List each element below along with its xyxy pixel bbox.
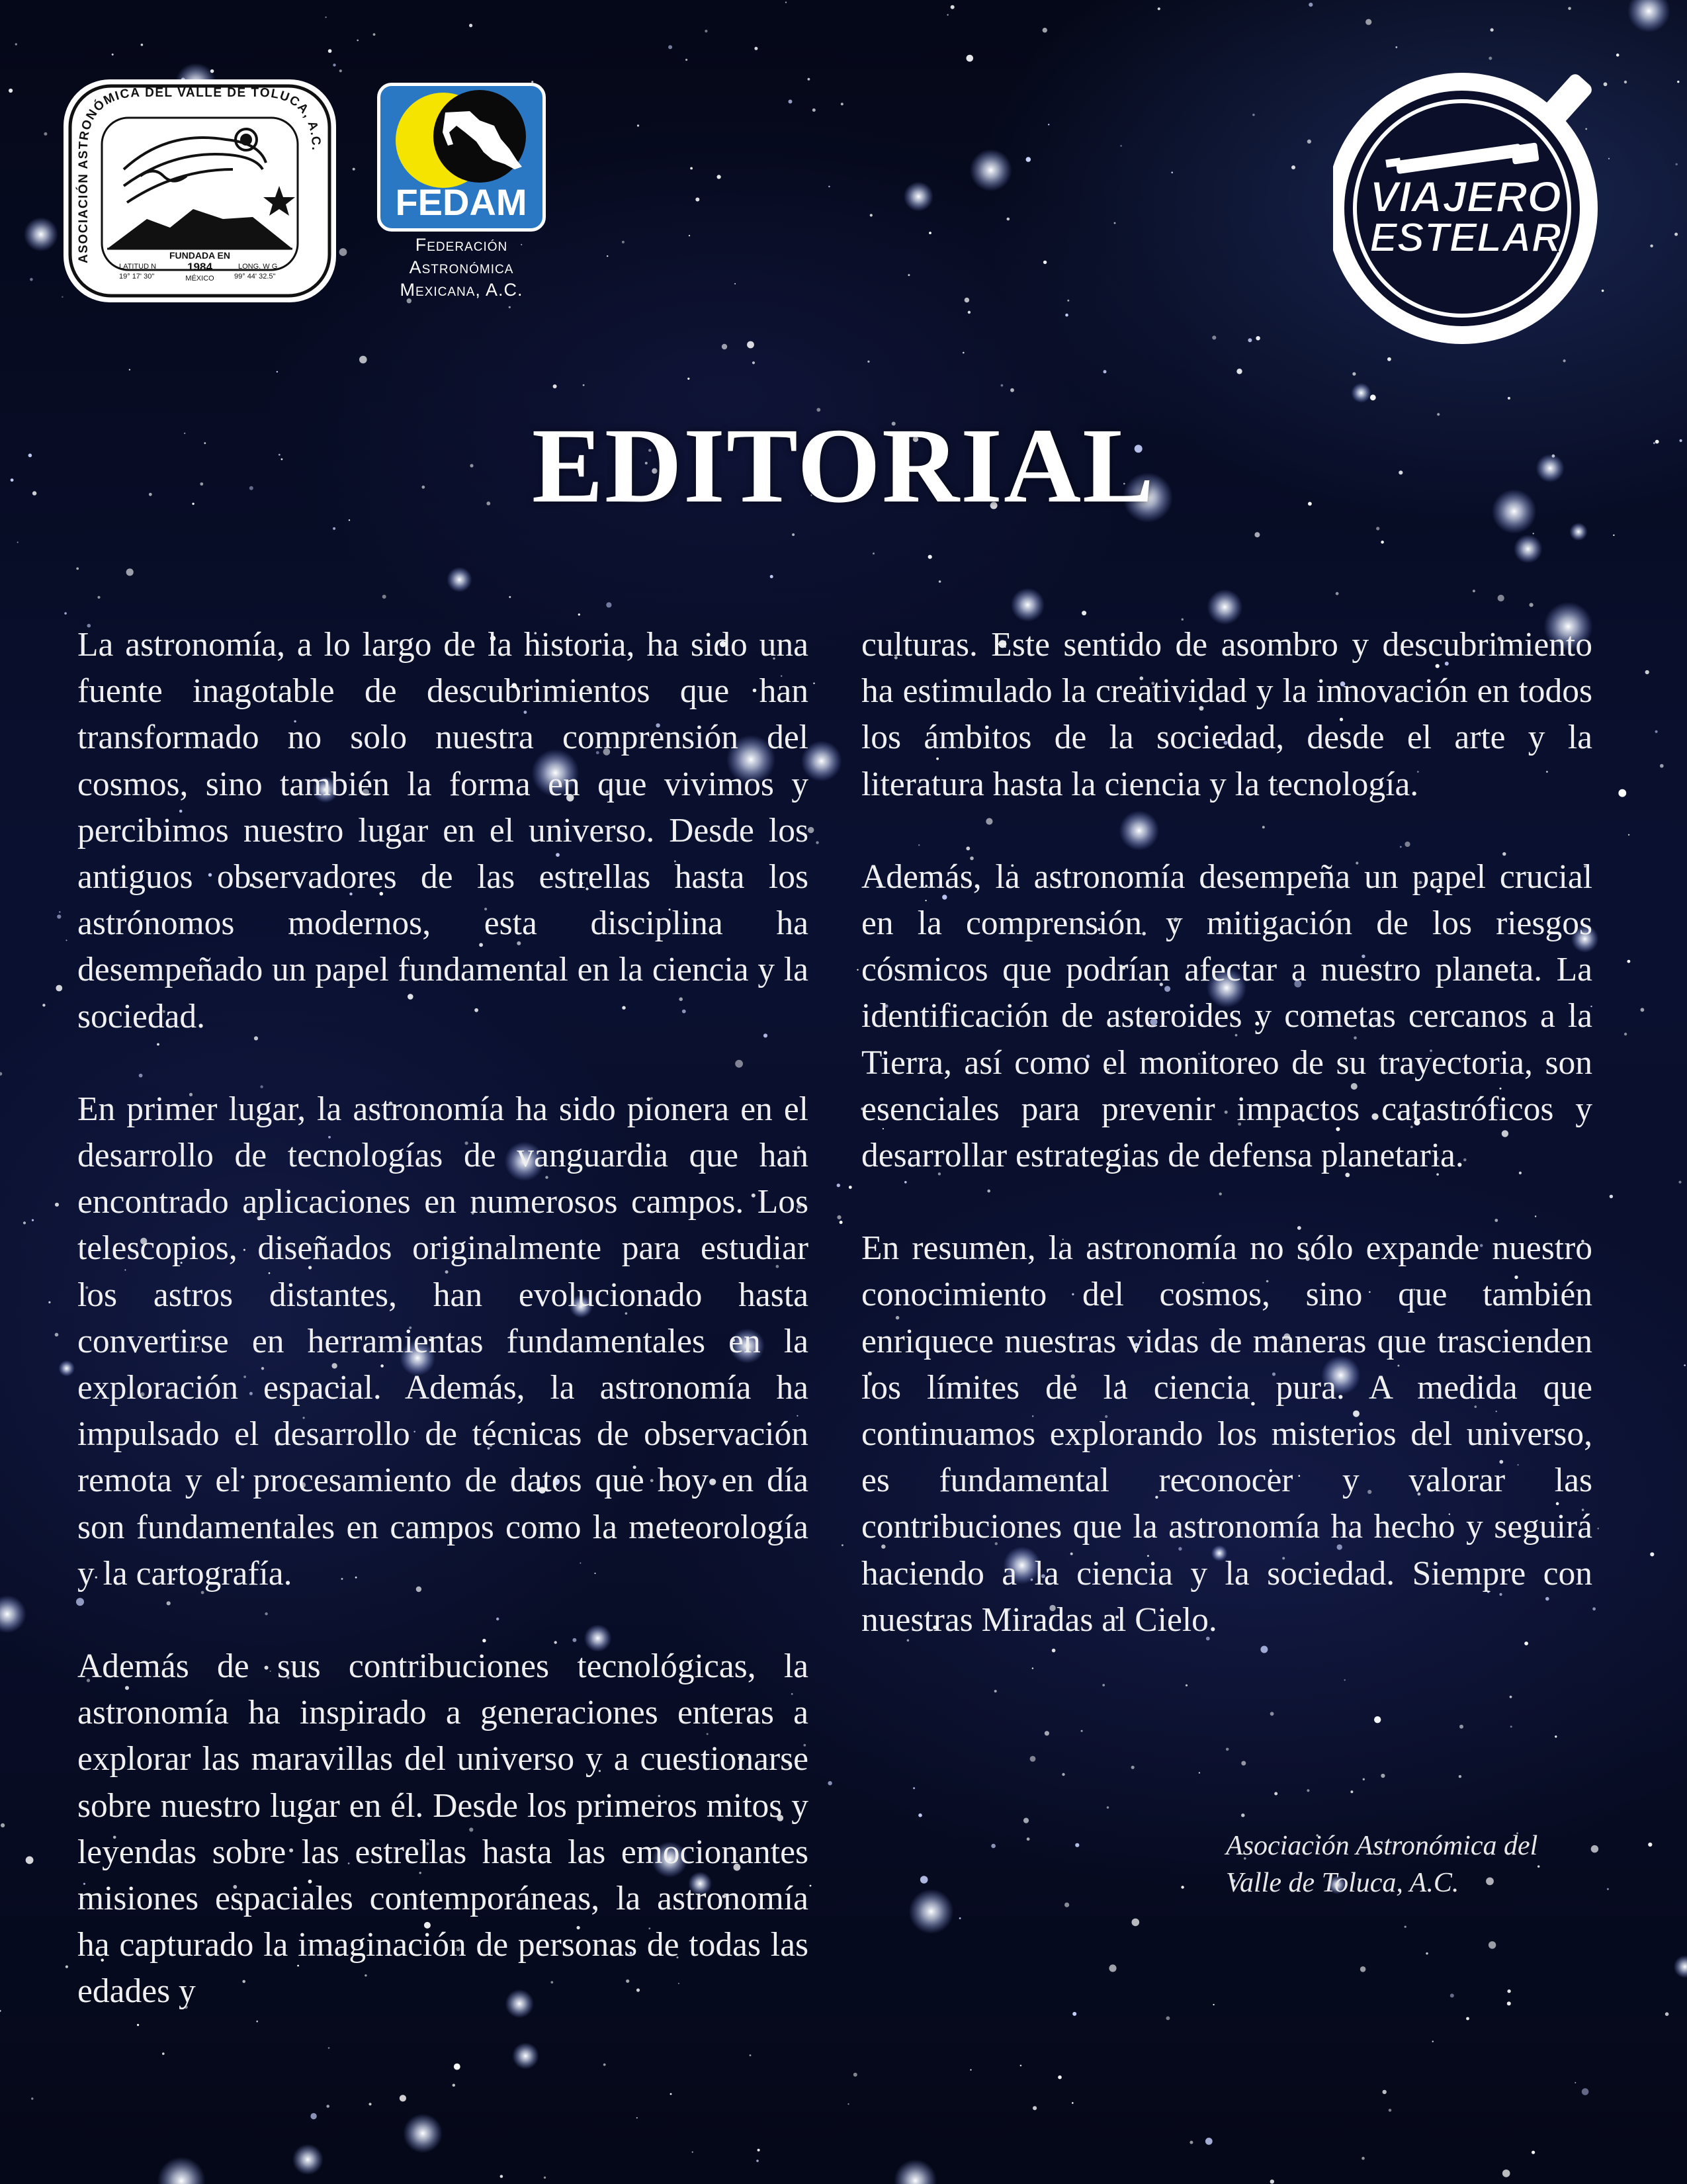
fedam-logo — [374, 83, 549, 304]
star — [1241, 1813, 1244, 1817]
star — [1067, 300, 1069, 302]
star — [1360, 1966, 1366, 1972]
star — [277, 371, 278, 372]
star — [1082, 611, 1086, 615]
fedam-caption-line3: Mexicana, A.C. — [400, 280, 523, 300]
star — [353, 168, 355, 171]
fedam-caption-line1: Federación — [415, 235, 508, 255]
bright-star — [512, 2042, 539, 2070]
star — [162, 2052, 165, 2055]
star — [1291, 165, 1295, 169]
bright-star — [58, 1360, 75, 1377]
star — [756, 2160, 759, 2162]
star — [1052, 1649, 1056, 1653]
star — [873, 552, 875, 554]
column-left — [77, 622, 808, 2015]
star — [1650, 1552, 1654, 1556]
star — [690, 167, 693, 170]
star — [1530, 603, 1534, 607]
star — [1274, 1792, 1277, 1796]
star — [603, 2064, 606, 2066]
star — [454, 2064, 460, 2070]
bright-star — [403, 2114, 443, 2154]
star — [1532, 2151, 1535, 2154]
bright-star — [970, 149, 1012, 191]
star — [867, 361, 869, 363]
star — [1533, 533, 1534, 534]
star — [1158, 7, 1160, 10]
star — [0, 2010, 1, 2012]
star — [1058, 2075, 1062, 2079]
star — [963, 352, 965, 354]
paragraph-5: En resumen, la astronomía no sólo expande nuestro conocimiento del cosmos, sino que también enriquece nuestras vidas de maneras que trascienden los límites de la ciencia pura. A medida que continuamos explorando los misterios del universo, es fundamental reconocer y valorar las contribuciones que la astronomía ha hecho y seguirá haciendo a la ciencia y la sociedad. Siempre con nuestras Miradas al Cielo. — [861, 1229, 1592, 1639]
star — [1350, 1790, 1353, 1793]
star — [918, 1813, 922, 1817]
bright-star — [0, 1595, 26, 1633]
star — [1043, 28, 1047, 32]
aavt-longitude-value: 99° 44' 32.5" — [234, 273, 276, 281]
star — [1072, 2012, 1076, 2016]
star — [1491, 28, 1494, 32]
star — [44, 132, 47, 136]
star — [453, 2084, 455, 2087]
star — [1607, 1888, 1609, 1890]
star — [1363, 1778, 1365, 1780]
aavt-founded-label: FUNDADA EN — [169, 250, 231, 261]
star — [1381, 1774, 1385, 1778]
star — [9, 89, 13, 93]
bright-star — [157, 2157, 206, 2184]
star — [578, 613, 580, 615]
paragraph-4: Además, la astronomía desempeña un papel crucial en la comprensión y mitigación de los riesgos cósmicos que podrían afectar a nuestro planeta. La identificación de asteroides y cometas cercanos a la Tierra, así como el monitoreo de su trayectoria, son esenciales para prevenir impactos catastróficos y desarrollar estrategias de defensa planetaria. — [861, 857, 1592, 1175]
star — [1023, 1818, 1029, 1823]
star — [1563, 359, 1566, 362]
star — [1027, 1837, 1030, 1841]
star — [55, 1203, 59, 1207]
star — [1374, 1716, 1381, 1723]
star — [1307, 140, 1311, 144]
star — [841, 103, 844, 105]
star — [607, 255, 608, 257]
star — [810, 1885, 812, 1887]
star — [64, 612, 67, 615]
star — [1072, 2102, 1074, 2104]
aavt-ring-text: ASOCIACIÓN ASTRONÓMICA DEL VALLE DE TOLUCA, A.C. — [76, 85, 324, 263]
star — [1065, 314, 1068, 317]
aavt-founded-year: 1984 — [187, 261, 212, 273]
bright-star — [1011, 588, 1045, 622]
star — [951, 5, 955, 9]
star — [509, 306, 511, 308]
star — [1048, 124, 1049, 125]
star — [606, 602, 611, 607]
star — [1166, 2017, 1170, 2021]
star — [1641, 1008, 1645, 1012]
star — [1627, 960, 1631, 963]
fedam-caption-line2: Astronómica — [409, 257, 514, 277]
bright-star — [1674, 1955, 1687, 1978]
star — [1655, 730, 1658, 733]
star — [722, 344, 727, 349]
paragraph-3: Además de sus contribuciones tecnológicas, la astronomía ha inspirado a generaciones enteras a explorar las maravillas del universo y a cuestionarse sobre nuestro lugar en él. Desde los primeros mitos y leyendas sobre las estrellas hasta las emocionantes misiones espaciales contemporáneas, la astronomía ha capturado la imaginación de personas de todas las edades y — [77, 1647, 808, 2011]
star — [1270, 1712, 1274, 1716]
star — [1650, 245, 1653, 247]
star — [1610, 1195, 1613, 1198]
star — [1252, 114, 1255, 116]
star — [734, 283, 736, 284]
star — [310, 2113, 316, 2119]
star — [1674, 233, 1678, 236]
star — [1336, 592, 1339, 595]
star — [689, 235, 690, 236]
aavt-country: MÉXICO — [185, 275, 214, 283]
star — [920, 1876, 928, 1884]
star — [1575, 2082, 1576, 2083]
star — [929, 232, 931, 234]
star — [808, 827, 814, 833]
star — [828, 186, 830, 188]
star — [792, 533, 795, 536]
star — [400, 2095, 406, 2101]
star — [1182, 619, 1184, 621]
star — [1186, 1684, 1188, 1686]
star — [1307, 1789, 1309, 1792]
star — [1624, 1033, 1627, 1035]
star — [328, 49, 332, 53]
fedam-badge — [377, 83, 546, 232]
star — [1010, 388, 1014, 392]
star — [1344, 1679, 1346, 1681]
star — [1676, 163, 1678, 165]
star — [668, 45, 672, 49]
star — [1033, 2106, 1037, 2110]
star — [1592, 1607, 1596, 1610]
star — [908, 274, 910, 276]
star — [870, 214, 873, 216]
bright-star — [904, 182, 933, 212]
star — [757, 2149, 760, 2152]
star — [1131, 1766, 1135, 1769]
star — [1381, 541, 1384, 544]
star — [1678, 1181, 1681, 1184]
star — [1459, 1775, 1461, 1778]
star — [1190, 2141, 1193, 2144]
paragraph-3-continued: culturas. Este sentido de asombro y descubrimiento ha estimulado la creatividad y la innovación en todos los ámbitos de la sociedad, desde el arte y la literatura hasta la ciencia y la tecnología. — [861, 626, 1592, 803]
star — [752, 361, 755, 364]
star — [339, 248, 347, 256]
star — [57, 914, 61, 918]
star — [1132, 1919, 1140, 1927]
star — [785, 1, 787, 3]
star — [967, 55, 974, 62]
star — [1064, 1903, 1069, 1907]
star — [112, 54, 114, 56]
star — [1555, 1735, 1557, 1737]
star — [30, 278, 33, 281]
fedam-caption — [374, 234, 549, 301]
star — [1081, 1730, 1083, 1732]
star — [23, 1221, 26, 1224]
star — [1248, 338, 1252, 342]
star — [1387, 357, 1391, 361]
star — [1665, 2012, 1669, 2016]
star — [1181, 1886, 1184, 1888]
star — [1062, 1773, 1064, 1776]
aavt-latitude-label: LATITUD N — [119, 263, 157, 271]
star — [1370, 394, 1376, 400]
star — [857, 969, 858, 971]
star — [1473, 590, 1475, 592]
star — [947, 14, 948, 15]
star — [509, 596, 511, 598]
star — [1389, 2109, 1392, 2112]
star — [1020, 2065, 1022, 2067]
star — [325, 17, 326, 18]
star — [1405, 1926, 1406, 1928]
star — [1241, 1761, 1246, 1766]
star — [1628, 834, 1629, 836]
star — [1270, 2179, 1274, 2183]
star — [1120, 145, 1121, 146]
bright-star — [909, 1889, 954, 1934]
star — [1432, 2040, 1434, 2042]
star — [1684, 1364, 1686, 1366]
star — [1309, 3, 1313, 7]
star — [55, 1333, 59, 1337]
star — [126, 568, 134, 576]
aavt-longitude-label: LONG. W G — [238, 263, 278, 271]
star — [928, 555, 932, 559]
star — [1365, 19, 1371, 25]
star — [256, 2021, 258, 2023]
viajero-estelar-logo — [1333, 46, 1644, 357]
star — [847, 2103, 849, 2105]
star — [382, 595, 386, 599]
star — [66, 939, 67, 941]
star — [1260, 1646, 1268, 1653]
star — [469, 24, 472, 27]
star — [939, 580, 941, 583]
star — [637, 124, 639, 126]
star — [97, 596, 100, 599]
aavt-latitude-value: 19° 17' 30" — [119, 273, 155, 281]
star — [1107, 1806, 1109, 1809]
signature-line1: Asociación Astronómica del — [1226, 1831, 1538, 1861]
fedam-badge-text: FEDAM — [395, 181, 527, 223]
star — [1001, 384, 1004, 387]
bright-star — [894, 2160, 937, 2184]
star — [1426, 1952, 1428, 1954]
star — [553, 384, 557, 388]
star — [1582, 2088, 1589, 2095]
star — [812, 109, 816, 112]
star — [692, 2152, 693, 2153]
paragraph-1: La astronomía, a lo largo de la historia, ha sido una fuente inagotable de descubrimientos que han transformado no solo nuestra comprensión del cosmos, sino también la forma en que vivimos y percibimos nuestro lugar en el universo. Desde los antiguos observadores de las estrellas hasta los astrónomos modernos, esta disciplina ha desempeñado un papel fundamental en la ciencia y la sociedad. — [77, 626, 808, 1035]
star — [59, 911, 61, 913]
star — [32, 1219, 34, 1221]
star — [328, 2047, 330, 2049]
star — [1362, 2157, 1365, 2160]
star — [1199, 1772, 1200, 1773]
star — [1677, 81, 1679, 83]
star — [1226, 1748, 1229, 1751]
star — [583, 384, 585, 386]
star — [1660, 764, 1664, 768]
star — [333, 64, 335, 66]
star — [26, 1856, 34, 1864]
star — [1383, 2090, 1387, 2094]
star — [754, 47, 757, 50]
viajero-line1: VIAJERO — [1369, 172, 1561, 221]
star — [1103, 370, 1107, 373]
star — [373, 33, 376, 36]
star — [717, 175, 721, 179]
star — [1030, 1756, 1036, 1762]
bright-star — [1207, 590, 1243, 625]
star — [1045, 1731, 1049, 1735]
star — [1568, 7, 1571, 11]
star — [368, 2103, 371, 2105]
bright-star — [292, 2144, 324, 2175]
paragraph-2: En primer lugar, la astronomía ha sido pionera en el desarrollo de tecnologías de vanguardia que han encontrado aplicaciones en numerosos campos. Los telescopios, diseñados originalmente para estudiar los astros distantes, han evolucionado hasta convertirse en herramientas fundamentales en la exploración espacial. Además, la astronomía ha impulsado el desarrollo de técnicas de observación remota y el procesamiento de datos que hoy en día son fundamentales en campos como la meteorología y la cartografía. — [77, 1090, 808, 1593]
star — [808, 78, 810, 81]
star — [813, 683, 815, 685]
star — [965, 298, 969, 302]
star — [1508, 397, 1510, 400]
signature-line2: Valle de Toluca, A.C. — [1226, 1868, 1459, 1898]
star — [1256, 336, 1260, 340]
star — [1102, 1684, 1105, 1686]
viajero-line2: ESTELAR — [1369, 215, 1561, 261]
star — [500, 2175, 503, 2178]
star — [828, 1781, 832, 1785]
star — [76, 568, 79, 570]
star — [849, 1186, 852, 1189]
star — [842, 1544, 844, 1546]
star — [970, 2069, 971, 2070]
star — [137, 2024, 139, 2026]
star — [1212, 335, 1216, 339]
star — [968, 311, 971, 314]
star — [1075, 1843, 1079, 1847]
star — [1213, 2004, 1214, 2005]
star — [357, 40, 359, 42]
star — [1236, 369, 1242, 374]
star — [1205, 2138, 1213, 2145]
star — [705, 30, 707, 32]
star — [15, 43, 17, 45]
star — [1510, 1696, 1512, 1698]
star — [31, 2097, 33, 2099]
star — [853, 2073, 857, 2077]
star — [770, 575, 773, 578]
star — [544, 2177, 546, 2179]
star — [1171, 171, 1173, 173]
star — [1, 1823, 5, 1827]
star — [1510, 1725, 1512, 1727]
star — [747, 341, 754, 349]
aavt-logo — [61, 77, 339, 305]
star — [1466, 2017, 1469, 2021]
star — [816, 841, 818, 844]
bright-star — [1514, 535, 1542, 563]
star — [56, 985, 62, 992]
star — [670, 2093, 672, 2095]
column-right — [861, 622, 1592, 1643]
page-title: EDITORIAL — [531, 407, 1156, 525]
bright-star — [447, 567, 472, 592]
star — [840, 1221, 843, 1224]
star — [339, 69, 342, 72]
star — [1254, 532, 1260, 537]
star — [1007, 218, 1010, 221]
bright-star — [1627, 0, 1670, 32]
star — [1489, 1941, 1496, 1948]
star — [636, 2117, 638, 2118]
star — [1114, 222, 1116, 224]
star — [141, 44, 144, 46]
star — [687, 378, 689, 380]
star — [326, 2105, 329, 2108]
star — [129, 369, 130, 371]
star — [48, 1301, 50, 1303]
star — [359, 356, 367, 364]
star — [42, 1004, 45, 1006]
star — [1618, 789, 1626, 797]
star — [913, 1787, 915, 1789]
star — [837, 1184, 840, 1187]
star — [685, 59, 687, 61]
star — [991, 1844, 996, 1849]
star — [1043, 261, 1047, 264]
star — [789, 100, 793, 104]
star — [1597, 1528, 1599, 1530]
bright-star — [1351, 383, 1371, 403]
star — [1352, 372, 1356, 376]
star — [622, 241, 625, 243]
star — [65, 1966, 68, 1968]
star — [837, 1215, 841, 1219]
star — [1648, 1843, 1652, 1847]
star — [1498, 595, 1504, 601]
star — [17, 542, 19, 543]
star — [1109, 1964, 1116, 1972]
star — [1507, 2001, 1511, 2005]
star — [1507, 1989, 1510, 1993]
star — [1645, 670, 1649, 674]
star — [994, 1690, 997, 1692]
star — [959, 1917, 961, 1919]
star — [1450, 1993, 1454, 1997]
star — [1459, 1725, 1463, 1729]
star — [1502, 2169, 1510, 2177]
star — [1032, 1667, 1033, 1669]
star — [0, 1072, 2, 1075]
star — [750, 2054, 752, 2056]
star — [695, 198, 699, 202]
star — [1026, 157, 1031, 162]
signature — [1226, 1827, 1596, 1901]
star — [1613, 535, 1614, 536]
bright-star — [24, 217, 58, 251]
